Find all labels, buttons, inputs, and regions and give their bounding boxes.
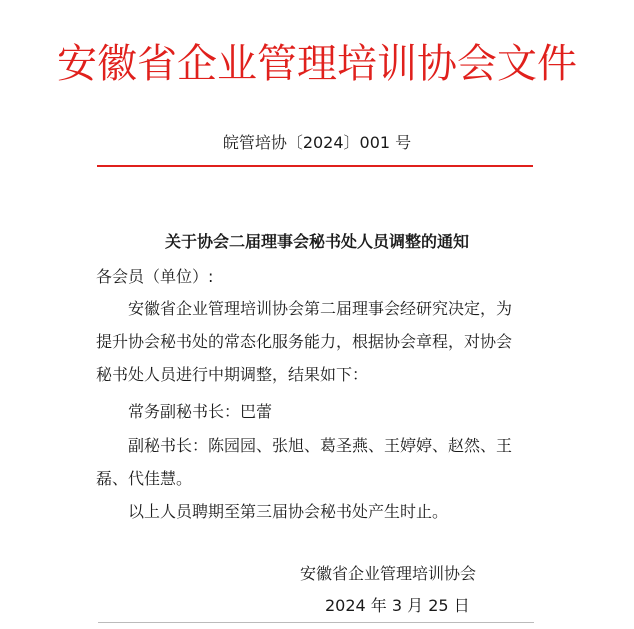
signature-date: 2024 年 3 月 25 日 [325,596,470,615]
term-line: 以上人员聘期至第三届协会秘书处产生时止。 [128,502,449,521]
deputies-line: 磊、代佳慧。 [96,469,193,488]
paragraph-line: 提升协会秘书处的常态化服务能力，根据协会章程，对协会 [96,332,513,351]
deputies-line: 副秘书长：陈园园、张旭、葛圣燕、王婷婷、赵然、王 [128,436,513,455]
salutation: 各会员（单位）: [96,267,214,286]
document-header-title: 安徽省企业管理培训协会文件 [57,41,577,87]
page-bottom-rule [98,622,534,623]
paragraph-line: 秘书处人员进行中期调整，结果如下： [96,365,369,384]
executive-deputy-line: 常务副秘书长：巴蕾 [128,402,273,421]
header-red-rule [97,165,533,167]
notice-title: 关于协会二届理事会秘书处人员调整的通知 [164,232,469,251]
paragraph-line: 安徽省企业管理培训协会第二届理事会经研究决定，为 [128,299,513,318]
signature-organization: 安徽省企业管理培训协会 [300,564,477,583]
document-number: 皖管培协〔2024〕001 号 [222,133,412,152]
